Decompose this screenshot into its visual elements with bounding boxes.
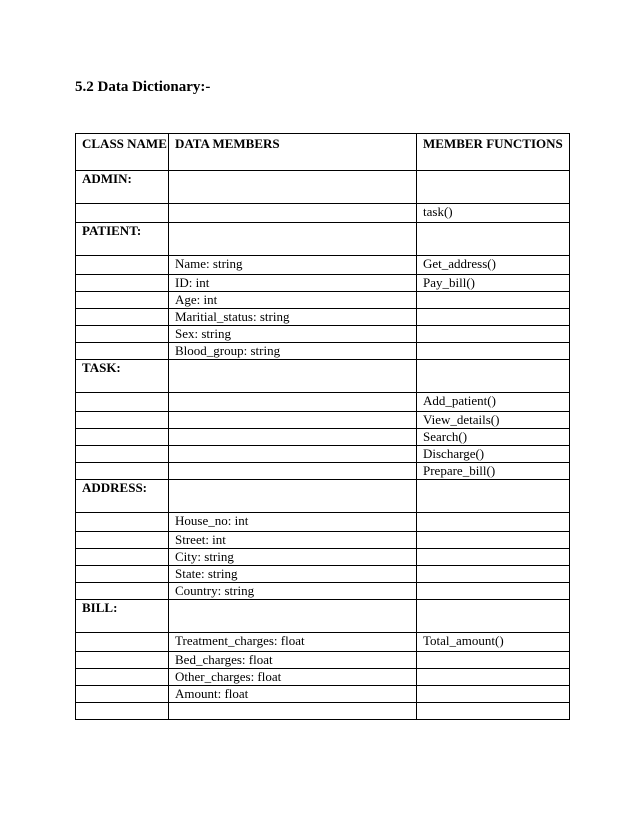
class-name-cell xyxy=(76,343,169,360)
class-name-cell xyxy=(76,703,169,720)
member-function-cell xyxy=(417,549,570,566)
class-name-cell: ADDRESS: xyxy=(76,480,169,513)
table-row xyxy=(76,275,570,292)
table-row xyxy=(76,343,570,360)
data-member-cell: Amount: float xyxy=(169,686,417,703)
data-member-cell xyxy=(169,480,417,513)
table-row xyxy=(76,669,570,686)
data-member-cell xyxy=(169,360,417,393)
data-member-cell: House_no: int xyxy=(169,513,417,532)
data-member-cell: Country: string xyxy=(169,583,417,600)
member-function-cell: Pay_bill() xyxy=(417,275,570,292)
class-name-cell xyxy=(76,446,169,463)
table-row xyxy=(76,513,570,532)
table-row xyxy=(76,256,570,275)
member-function-cell: Prepare_bill() xyxy=(417,463,570,480)
class-name-cell xyxy=(76,393,169,412)
data-member-cell: Other_charges: float xyxy=(169,669,417,686)
data-member-cell xyxy=(169,600,417,633)
table-row xyxy=(76,566,570,583)
member-function-cell xyxy=(417,343,570,360)
data-dictionary-table xyxy=(75,133,570,720)
class-name-cell xyxy=(76,204,169,223)
class-name-cell xyxy=(76,429,169,446)
class-name-cell: ADMIN: xyxy=(76,171,169,204)
table-row xyxy=(76,446,570,463)
member-function-cell xyxy=(417,171,570,204)
class-row xyxy=(76,360,570,393)
class-name-cell xyxy=(76,583,169,600)
member-function-cell: Total_amount() xyxy=(417,633,570,652)
table-row xyxy=(76,309,570,326)
data-member-cell xyxy=(169,393,417,412)
data-member-cell: Blood_group: string xyxy=(169,343,417,360)
class-name-cell xyxy=(76,513,169,532)
class-name-cell xyxy=(76,549,169,566)
header-class-name: CLASS NAME xyxy=(76,134,169,171)
member-function-cell xyxy=(417,360,570,393)
member-function-cell xyxy=(417,686,570,703)
data-member-cell xyxy=(169,446,417,463)
data-member-cell xyxy=(169,429,417,446)
data-member-cell: Age: int xyxy=(169,292,417,309)
member-function-cell xyxy=(417,566,570,583)
member-function-cell xyxy=(417,223,570,256)
data-member-cell: Maritial_status: string xyxy=(169,309,417,326)
class-name-cell xyxy=(76,463,169,480)
table-row xyxy=(76,583,570,600)
table-row xyxy=(76,686,570,703)
class-name-cell xyxy=(76,256,169,275)
member-function-cell xyxy=(417,703,570,720)
member-function-cell: task() xyxy=(417,204,570,223)
member-function-cell xyxy=(417,652,570,669)
class-name-cell xyxy=(76,275,169,292)
data-member-cell: City: string xyxy=(169,549,417,566)
member-function-cell xyxy=(417,532,570,549)
table-header-row xyxy=(76,134,570,171)
class-name-cell xyxy=(76,566,169,583)
table-row xyxy=(76,204,570,223)
class-name-cell xyxy=(76,652,169,669)
class-name-cell: BILL: xyxy=(76,600,169,633)
class-name-cell xyxy=(76,532,169,549)
class-name-cell xyxy=(76,412,169,429)
member-function-cell xyxy=(417,669,570,686)
member-function-cell xyxy=(417,326,570,343)
member-function-cell: View_details() xyxy=(417,412,570,429)
member-function-cell: Discharge() xyxy=(417,446,570,463)
data-member-cell: Sex: string xyxy=(169,326,417,343)
class-name-cell xyxy=(76,669,169,686)
class-name-cell xyxy=(76,686,169,703)
table-row xyxy=(76,652,570,669)
section-heading: 5.2 Data Dictionary:- xyxy=(75,79,211,95)
data-member-cell xyxy=(169,463,417,480)
class-row xyxy=(76,600,570,633)
table-row xyxy=(76,549,570,566)
header-member-functions: MEMBER FUNCTIONS xyxy=(417,134,570,171)
data-member-cell: Bed_charges: float xyxy=(169,652,417,669)
class-name-cell: PATIENT: xyxy=(76,223,169,256)
table-row xyxy=(76,326,570,343)
data-member-cell xyxy=(169,703,417,720)
member-function-cell xyxy=(417,583,570,600)
member-function-cell: Add_patient() xyxy=(417,393,570,412)
class-row xyxy=(76,171,570,204)
class-name-cell xyxy=(76,326,169,343)
class-name-cell xyxy=(76,633,169,652)
data-member-cell xyxy=(169,412,417,429)
data-member-cell xyxy=(169,171,417,204)
table-row xyxy=(76,703,570,720)
header-data-members: DATA MEMBERS xyxy=(169,134,417,171)
data-member-cell: Name: string xyxy=(169,256,417,275)
table-row xyxy=(76,532,570,549)
member-function-cell xyxy=(417,292,570,309)
member-function-cell: Search() xyxy=(417,429,570,446)
table-body xyxy=(76,134,570,720)
table-row xyxy=(76,429,570,446)
class-name-cell xyxy=(76,309,169,326)
class-name-cell: TASK: xyxy=(76,360,169,393)
data-member-cell: Treatment_charges: float xyxy=(169,633,417,652)
member-function-cell xyxy=(417,600,570,633)
data-member-cell: State: string xyxy=(169,566,417,583)
table-row xyxy=(76,633,570,652)
data-member-cell xyxy=(169,204,417,223)
class-name-cell xyxy=(76,292,169,309)
table-row xyxy=(76,412,570,429)
class-row xyxy=(76,223,570,256)
table-row xyxy=(76,393,570,412)
member-function-cell xyxy=(417,513,570,532)
member-function-cell: Get_address() xyxy=(417,256,570,275)
member-function-cell xyxy=(417,309,570,326)
data-member-cell xyxy=(169,223,417,256)
table-row xyxy=(76,292,570,309)
data-member-cell: Street: int xyxy=(169,532,417,549)
class-row xyxy=(76,480,570,513)
table-row xyxy=(76,463,570,480)
data-member-cell: ID: int xyxy=(169,275,417,292)
member-function-cell xyxy=(417,480,570,513)
